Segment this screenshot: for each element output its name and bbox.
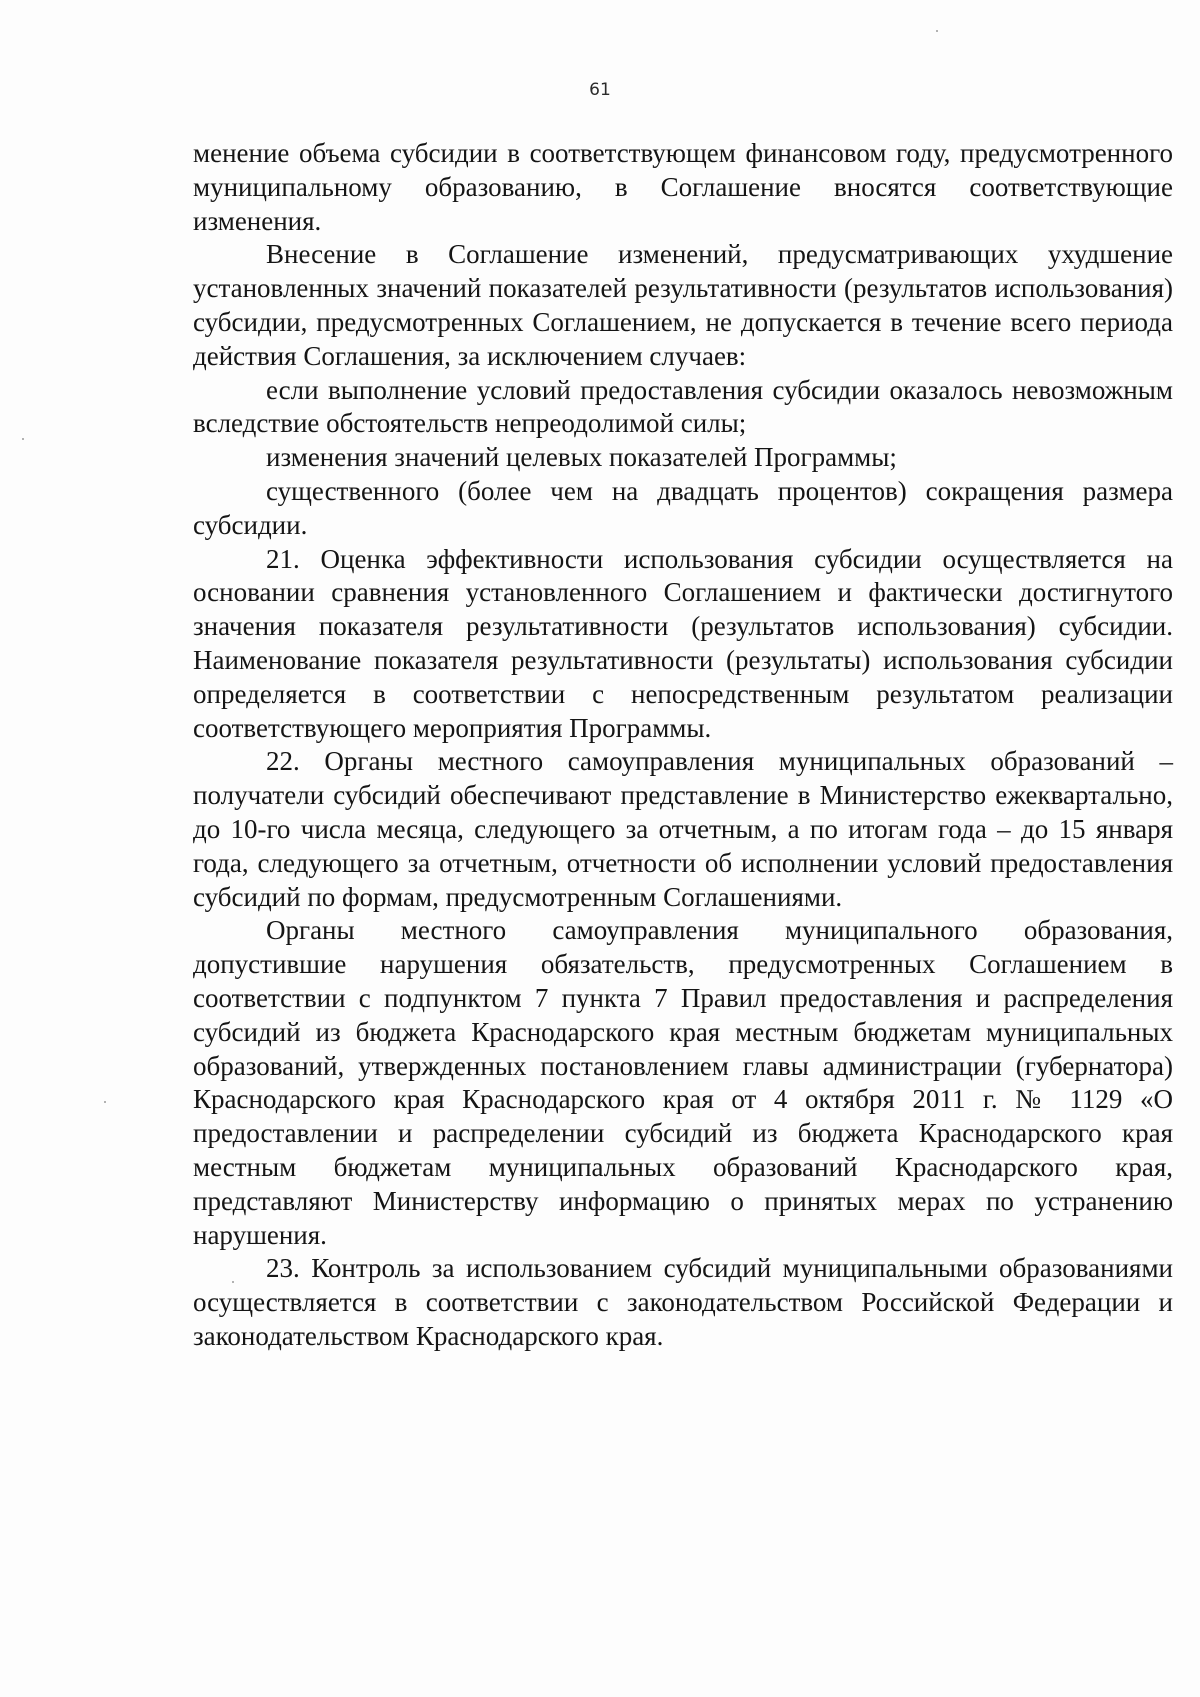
scan-speck (936, 30, 938, 32)
page-number: 61 (589, 80, 611, 100)
paragraph-violations: Органы местного самоуправления муниципального образования, допустившие нарушения обязательств, предусмотренных Соглашением в соответствии с подпунктом 7 пункта 7 Правил предоставления и распределения субсидий из бюджета Краснодарского края местным бюджетам муниципальных образований, утвержденных постановлением главы администрации (губернатора) Краснодарского края Краснодарского края от 4 октября 2011 г. № 1129 «О предоставлении и распределении субсидий из бюджета Краснодарского края местным бюджетам муниципальных образований Краснодарского края, представляют Министерству информацию о принятых мерах по устранению нарушения. (193, 915, 1173, 1250)
paragraph-subsidy-reduction: существенного (более чем на двадцать процентов) сокращения размера субсидии. (193, 475, 1173, 540)
scan-speck (232, 1281, 234, 1283)
paragraph-target-indicators: изменения значений целевых показателей Программы; (266, 442, 897, 473)
paragraph-continuation: менение объема субсидии в соответствующем финансовом году, предусмотренного муниципальному образованию, в Соглашение вносятся соответствующие изменения. (193, 138, 1173, 236)
paragraph-22: 22. Органы местного самоуправления муниципальных образований – получатели субсидий обеспечивают представление в Министерство ежеквартально, до 10-го числа месяца, следующего за отчетным, а по итогам года – до 15 января года, следующего за отчетным, отчетности об исполнении условий предоставления субсидий по формам, предусмотренным Соглашениями. (193, 746, 1173, 912)
document-body (193, 137, 1173, 1354)
scan-speck (104, 1101, 106, 1103)
paragraph-23: 23. Контроль за использованием субсидий муниципальными образованиями осуществляется в соответствии с законодательством Российской Федерации и законодательством Краснодарского края. (193, 1253, 1173, 1351)
paragraph-amendments: Внесение в Соглашение изменений, предусматривающих ухудшение установленных значений показателей результативности (результатов использования) субсидии, предусмотренных Соглашением, не допускается в течение всего периода действия Соглашения, за исключением случаев: (193, 239, 1173, 371)
scan-speck (22, 438, 24, 440)
paragraph-force-majeure: если выполнение условий предоставления субсидии оказалось невозможным вследствие обстоятельств непреодолимой силы; (193, 374, 1173, 439)
paragraph-21: 21. Оценка эффективности использования субсидии осуществляется на основании сравнения установленного Соглашением и фактически достигнутого значения показателя результативности (результатов использования) субсидии. Наименование показателя результативности (результаты) использования субсидии определяется в соответствии с непосредственным результатом реализации соответствующего мероприятия Программы. (193, 543, 1173, 743)
